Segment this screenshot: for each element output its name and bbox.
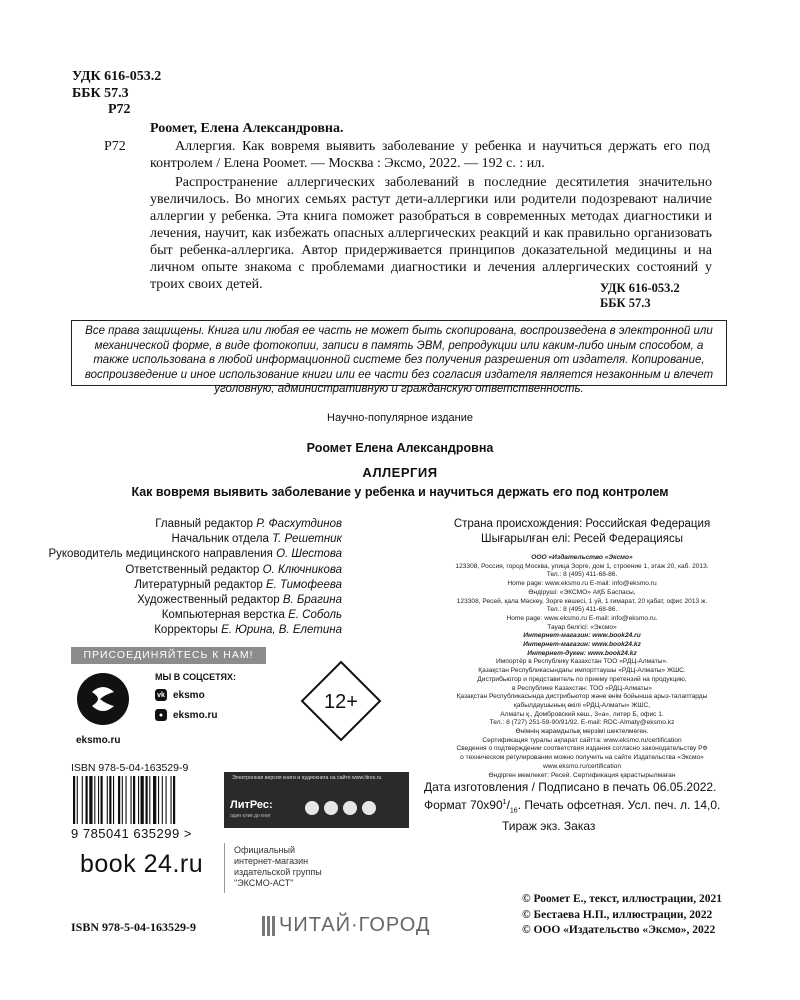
publisher-line: Интернет-дүкен: www.book24.kz [527,649,637,657]
barcode-bar [89,776,92,824]
publisher-line: Тауар белгісі: «Эксмо» [547,623,617,631]
barcode-bar [171,776,172,824]
join-us-banner: ПРИСОЕДИНЯЙТЕСЬ К НАМ! [71,647,266,664]
android-icon [324,801,338,815]
barcode-bar [86,776,88,824]
publisher-line: о техническом регулировании можно получить на сайте Издательства «Эксмо» [460,754,704,762]
copyright-line: © Бестаева Н.П., иллюстрации, 2022 [522,908,713,921]
rights-notice: Все права защищены. Книга или любая ее часть не может быть скопирована, воспроизведена в электронной или механической форме, в виде фотокопии, записи в память ЭВМ, репродукции или каким-либо иным способом, а также использована в любой информационной системе без получения разрешения от издателя. Копирование, воспроизведение и иное использование книги или ее части без согласия издателя является незаконным и влечет уголовную, административную и гражданскую ответственность. [71,320,727,386]
chitai-gorod-logo[interactable]: ЧИТАЙ·ГОРОД [262,914,430,937]
publisher-line: Өндірген мемлекет: Ресей. Сертификация қарастырылмаған [488,771,676,779]
publisher-line: www.eksmo.ru/certification [542,762,622,770]
web-icon: ● [155,709,167,721]
credit-line: Компьютерная верстка Е. Соболь [161,609,342,622]
publisher-line: Қазақстан Республикасындағы импорттаушы «РДЦ-Алматы» ЖШС. [478,667,686,675]
edition-author: Роомет Елена Александровна [306,441,494,455]
credits-list [40,517,342,639]
barcode-bar [162,776,163,824]
barcode-bar [73,776,75,824]
social-web[interactable]: ● eksmo.ru [155,709,217,721]
barcode-digits: 9 785041 635299 > [71,826,192,841]
barcode-bar [141,776,144,824]
age-rating-text: 12+ [324,691,358,713]
store-icons [305,801,376,815]
barcode-bar [158,776,159,824]
book24-divider [224,843,225,893]
udk-code: УДК 616-053.2 [72,69,162,84]
barcode-bar [153,776,156,824]
publisher-line: 123308, Ресей, қала Мәскеу, Зорге көшесі, 1 үй, 1 ғимарат, 20 қабат, офис 2013 ж. [456,597,708,605]
publisher-line: Интернет-магазин: www.book24.ru [523,632,641,640]
litres-logo: ЛитРес: [230,799,273,811]
publisher-line: Тел.: 8 (495) 411-68-86. [546,606,618,614]
age-rating-badge [300,660,382,742]
barcode-bar [131,776,132,824]
publisher-line: Тел.: 8 (495) 411-68-86. [546,571,618,579]
barcode-bar [146,776,148,824]
barcode-bar [118,776,120,824]
barcode-bar [109,776,111,824]
copyright-line: © ООО «Издательство «Эксмо», 2022 [522,924,716,936]
publisher-line: Тел.: 8 (727) 251-59-90/91/92. E-mail: RDC-Almaty@eksmo.kz [489,719,675,727]
vk-icon: vk [155,689,167,701]
publisher-line: ООО «Издательство «Эксмо» [531,554,633,561]
barcode-bar [98,776,99,824]
social-vk[interactable]: vk eksmo [155,689,205,701]
print-date: Дата изготовления / Подписано в печать 06.05.2022. [424,780,717,794]
apple-icon [305,801,319,815]
abstract [150,174,712,293]
credit-line: Художественный редактор В. Брагина [137,594,342,607]
social-label: МЫ В СОЦСЕТЯХ: [155,672,237,682]
udk-code-right: УДК 616-053.2 [600,281,680,295]
publisher-line: Дистрибьютор и представитель по приему претензий на продукцию, [477,675,687,683]
credit-line: Литературный редактор Е. Тимофеева [134,578,342,591]
barcode-bar [173,776,175,824]
barcode-bar [101,776,103,824]
eksmo-site[interactable]: eksmo.ru [76,735,121,746]
barcode-bar [82,776,83,824]
print-data [424,780,744,834]
publisher-line: Интернет-магазин: www.book24.kz [523,641,641,649]
bbk-code: ББК 57.3 [72,86,129,101]
barcode-bar [133,776,135,824]
barcode-bar [77,776,78,824]
credit-line: Руководитель медицинского направления О. Шестова [48,548,342,561]
publisher-line: Home page: www.eksmo.ru E-mail: info@eksmo.ru. [506,614,658,622]
eksmo-logo-icon [76,672,130,726]
publisher-line: Өнімнің жарамдылық мерзімі шектелмеген. [515,728,649,736]
barcode-bar [107,776,108,824]
edition-title: АЛЛЕРГИЯ [362,465,438,480]
barcode-bar [94,776,95,824]
publisher-line: в Республике Казахстан: ТОО «РДЦ-Алматы» [511,684,653,692]
bbk-code-right: ББК 57.3 [600,296,651,310]
edition-type: Научно-популярное издание [327,412,473,424]
credit-line: Ответственный редактор О. Ключникова [125,563,342,576]
edition-subtitle: Как вовремя выявить заболевание у ребенка и научиться держать его под контролем [131,485,669,499]
publisher-info [427,554,737,780]
author-sign-left: Р72 [104,139,126,154]
origin-ru: Страна происхождения: Российская Федерация [453,518,711,530]
book24-logo[interactable]: book 24.ru [80,850,204,878]
publisher-line: Алматы қ., Домбровский көш., 3«а», литер Б, офис 1. [500,710,664,718]
bibliographic-description [150,138,710,172]
barcode-bar [149,776,150,824]
publisher-line: Қазақстан Республикасында дистрибьютор және өнім бойынша арыз-талаптарды [456,693,708,701]
isbn-bottom: ISBN 978-5-04-163529-9 [71,920,196,934]
barcode-isbn: ISBN 978-5-04-163529-9 [71,762,189,774]
barcode-bar [138,776,139,824]
print-format: Формат $70x90^1/_{16}$. Печать офсетная. Усл. печ. л. 14,0. [424,798,721,815]
publisher-line: Сведения о подтверждении соответствия издания согласно законодательству РФ [456,745,708,753]
publisher-line: қабылдаушының өкілі «РДЦ-Алматы» ЖШС, [513,701,651,709]
windows-icon [362,801,376,815]
barcode-bar [126,776,127,824]
classification-codes [72,68,161,102]
barcode-bar [122,776,123,824]
publisher-line: 123308, Россия, город Москва, улица Зорге, дом 1, строение 1, этаж 20, каб. 2013. [455,562,709,570]
copyright-block [522,892,722,939]
barcode-bar [166,776,167,824]
credit-line: Начальник отдела Т. Решетник [171,533,342,546]
chitai-gorod-icon [262,916,275,936]
publisher-line: Импортёр в Республику Казахстан ТОО «РДЦ-Алматы». [496,658,668,666]
print-run: Тираж экз. Заказ [502,818,596,833]
publisher-line: Өндіруші: «ЭКСМО» АҚБ Баспасы, [528,588,636,596]
chrome-icon [343,801,357,815]
classification-codes-right [600,281,680,311]
credit-line: Корректоры Е. Юрина, В. Елетина [154,624,342,637]
book24-description: Официальный интернет-магазин издательской группы "ЭКСМО-АСТ" [234,845,322,888]
origin-kz: Шығарылған елі: Ресей Федерациясы [481,533,683,545]
author-sign: Р72 [108,102,131,117]
author-heading: Роомет, Елена Александровна. [150,121,344,136]
litres-note: Электронная версия книги и аудиокнига на сайте www.litres.ru [232,775,382,781]
abstract-text: Распространение аллергических заболеваний в последние десятилетия значительно увеличилось. Во многих семьях растут дети-аллергики или родители подозревают наличие аллергии у ребенка. Эта книга поможет разобраться в современных методах диагностики и лечения, научит, как избежать опасных аллергических реакций и как правильно организовать быт ребенка-аллергика. Автор придерживается принципов доказательной медицины и на личном опыте знакома с проблемами диагностики и лечения аллергических состояний у троих своих детей. [150,175,712,292]
publisher-line: Сертификация туралы ақпарат сайтта: www.eksmo.ru/certification [482,736,682,744]
biblio-text: Аллергия. Как вовремя выявить заболевание у ребенка и научиться держать его под контролем / Елена Роомет. — Москва : Эксмо, 2022. — 192 с. : ил. [150,139,710,171]
publisher-line: Home page: www.eksmo.ru E-mail: info@eksmo.ru [507,580,657,588]
barcode-icon [71,776,211,824]
barcode-bar [113,776,114,824]
litres-tagline: один клик до книг [230,813,271,819]
country-of-origin [427,517,737,547]
copyright-line: © Роомет Е., текст, иллюстрации, 2021 [522,893,722,905]
credit-line: Главный редактор Р. Фасхутдинов [155,518,342,530]
